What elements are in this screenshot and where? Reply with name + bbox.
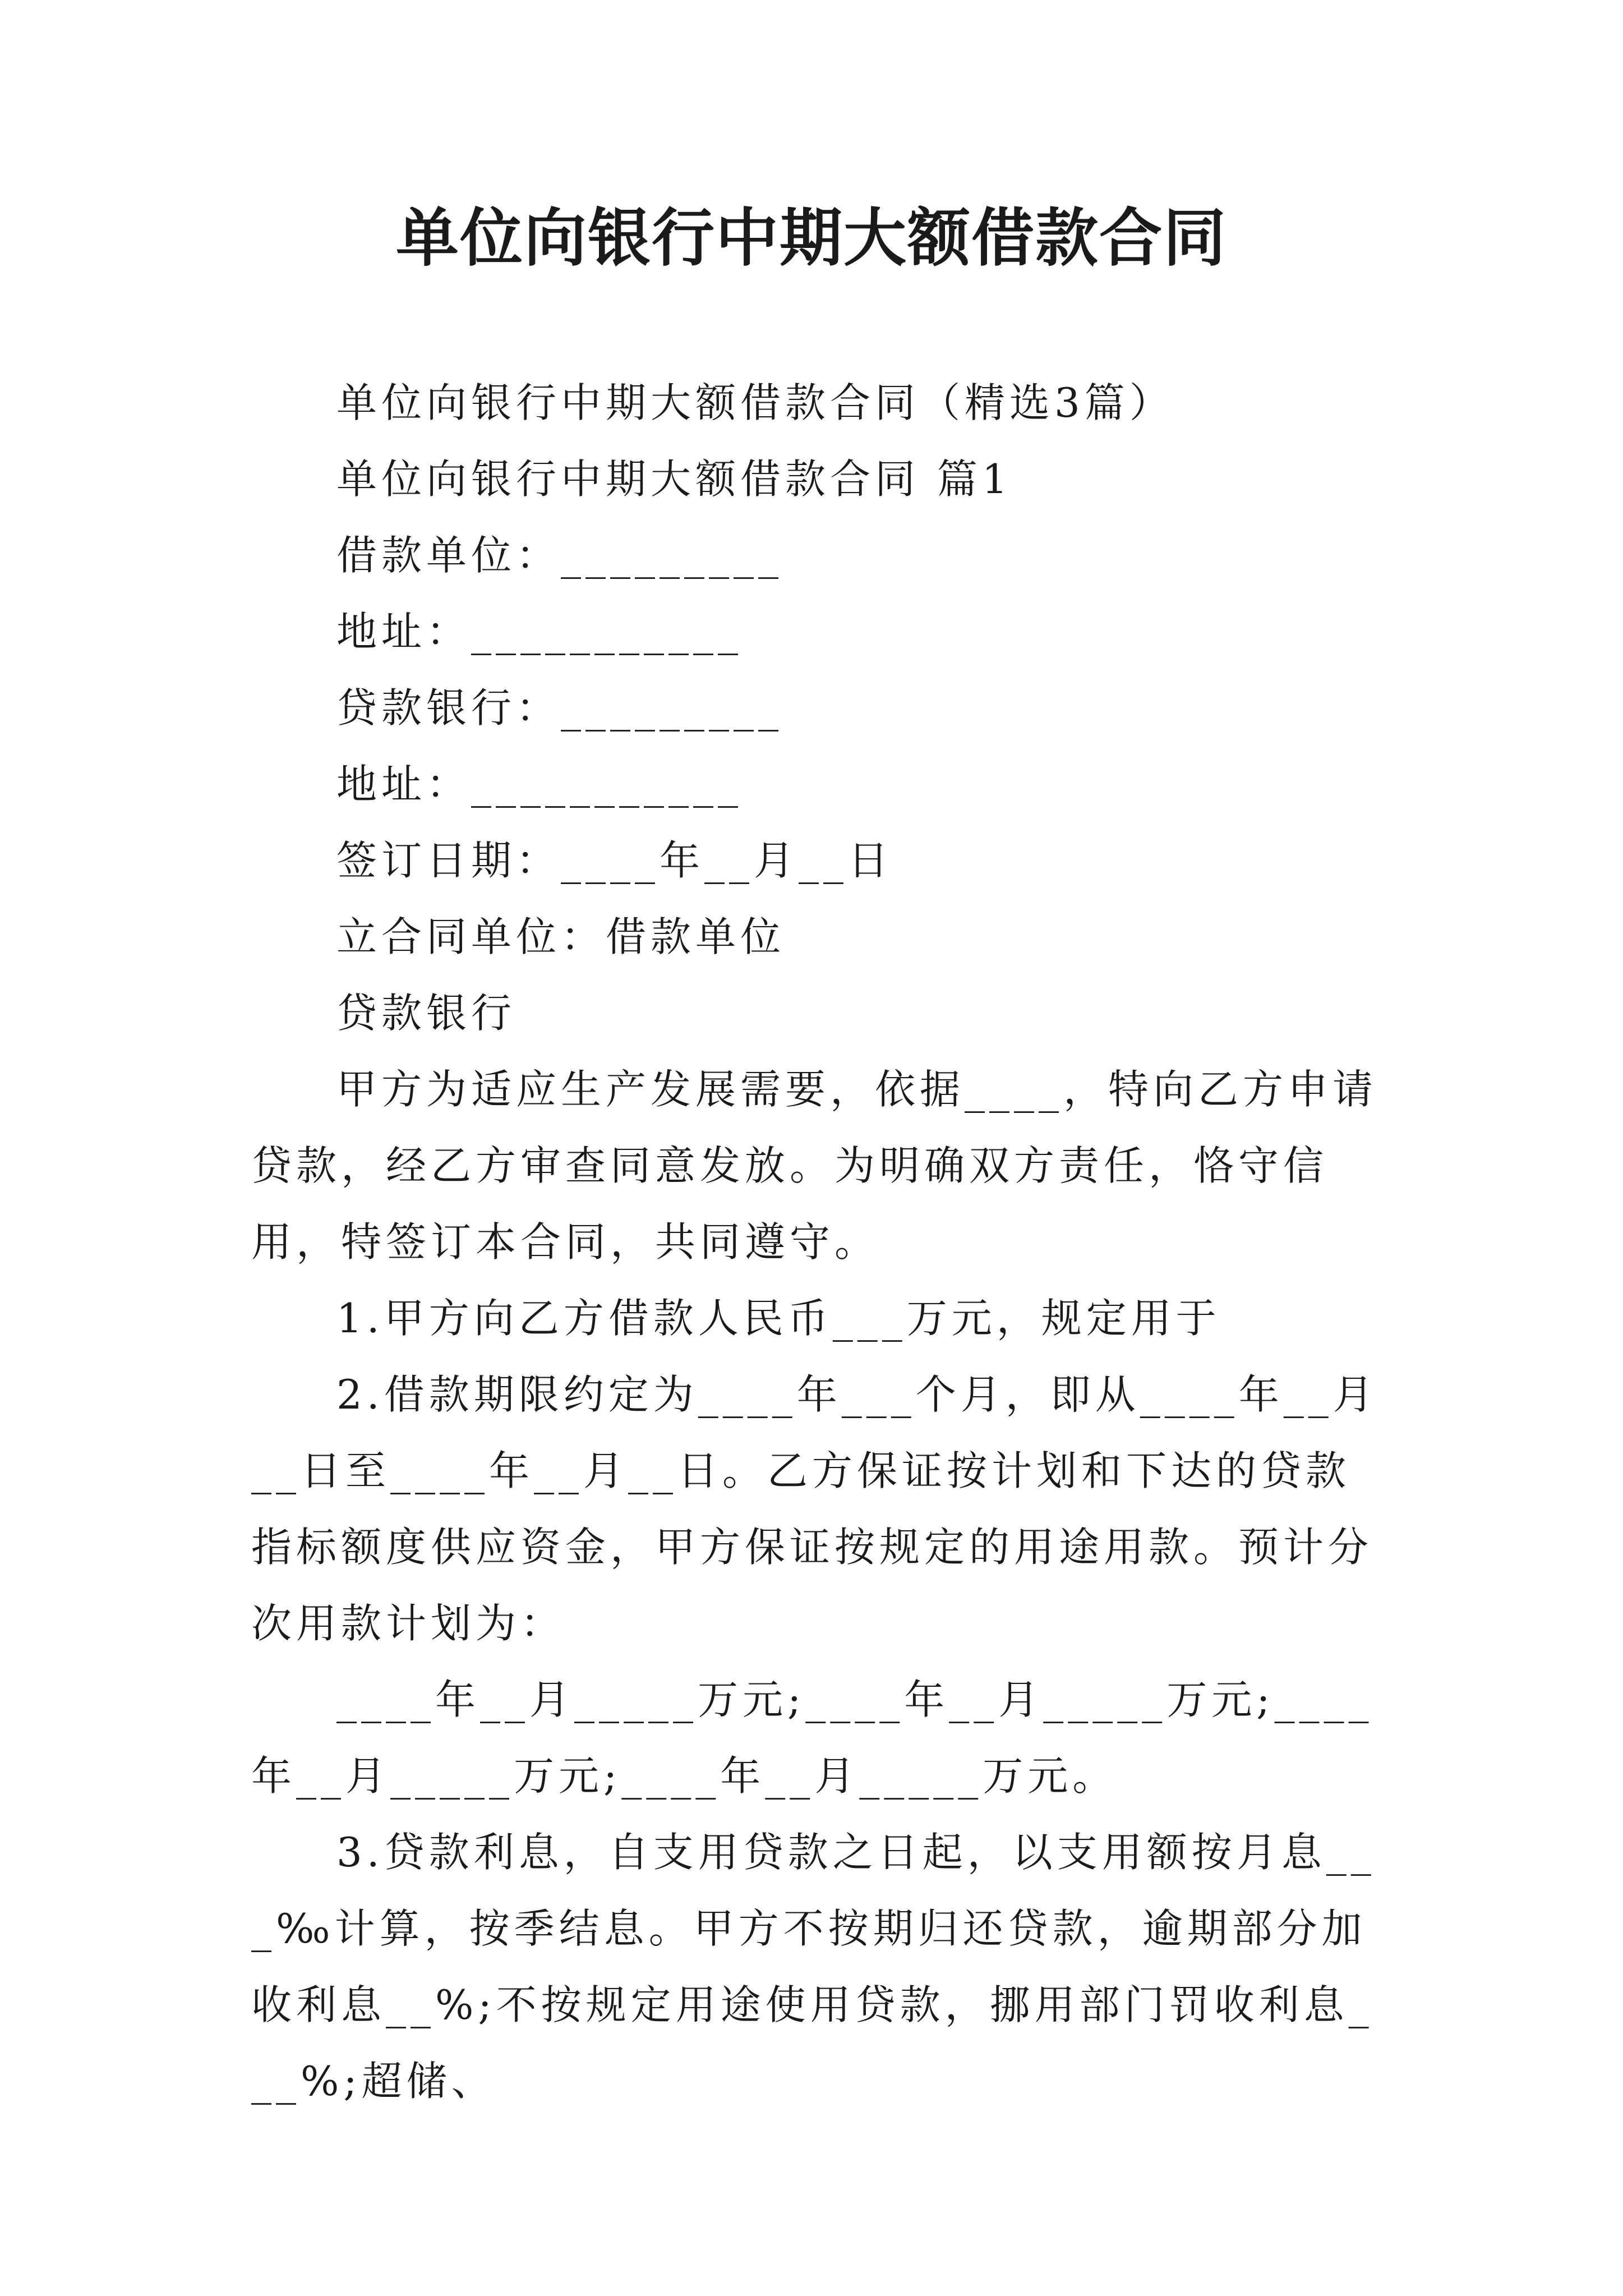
paragraph-borrower: 借款单位：_________ xyxy=(336,532,783,579)
paragraph-subtitle: 单位向银行中期大额借款合同（精选3篇） xyxy=(336,379,1174,426)
paragraph-borrower-address: 地址：___________ xyxy=(336,608,743,655)
paragraph-clause-3: 3.贷款利息，自支用贷款之日起，以支用额按月息___‰计算，按季结息。甲方不按期归还贷款，逾期部分加收利息__%;不按规定用途使用贷款，挪用部门罚收利息___%;超储、 xyxy=(251,1829,1376,2105)
paragraph-schedule: ____年__月_____万元;____年__月_____万元;____年__月_____万元;____年__月_____万元。 xyxy=(251,1676,1373,1800)
paragraph-sign-date: 签订日期：____年__月__日 xyxy=(336,837,893,884)
paragraph-parties-bank: 贷款银行 xyxy=(336,990,517,1037)
paragraph-preamble: 甲方为适应生产发展需要，依据____，特向乙方申请贷款，经乙方审查同意发放。为明确双方责任，恪守信用，特签订本合同，共同遵守。 xyxy=(251,1066,1378,1266)
paragraph-lender-bank: 贷款银行：_________ xyxy=(336,684,783,731)
paragraph-parties: 立合同单位：借款单位 xyxy=(336,913,786,960)
paragraph-clause-1: 1.甲方向乙方借款人民币___万元，规定用于 xyxy=(336,1295,1221,1342)
document-title: 单位向银行中期大额借款合同 xyxy=(396,201,1227,275)
paragraph-clause-2: 2.借款期限约定为____年___个月，即从____年__月__日至____年__月__日。乙方保证按计划和下达的贷款指标额度供应资金，甲方保证按规定的用途用款。预计分次用款计划为： xyxy=(251,1371,1378,1647)
document-body xyxy=(251,365,1384,2119)
paragraph-lender-address: 地址：___________ xyxy=(336,761,743,808)
paragraph-section-heading: 单位向银行中期大额借款合同 篇1 xyxy=(336,455,1012,503)
